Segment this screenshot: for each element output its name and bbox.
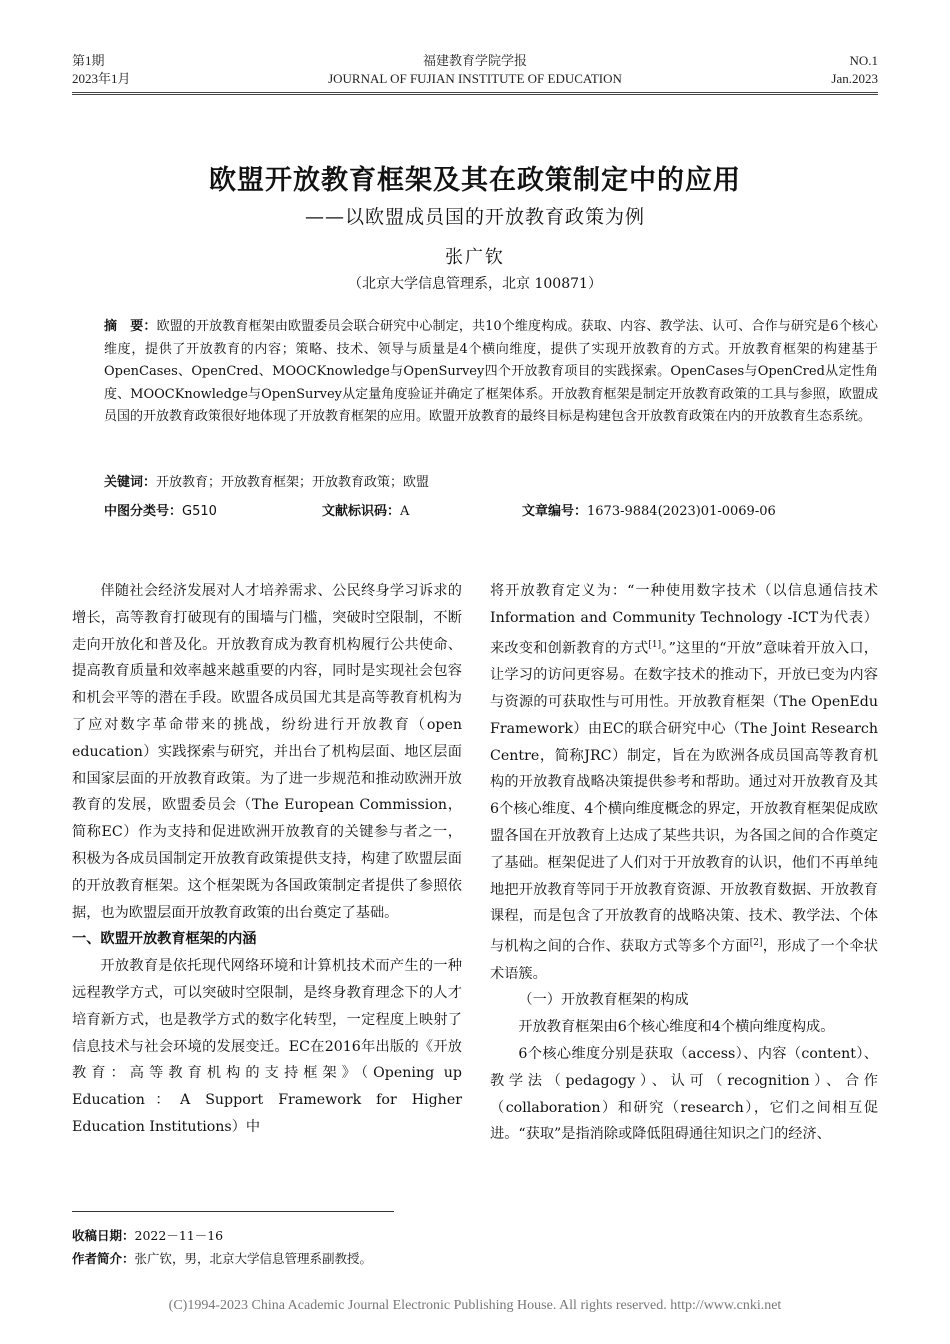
journal-name-en: JOURNAL OF FUJIAN INSTITUTE OF EDUCATION [328,71,622,86]
article-id [522,500,776,519]
subsection-heading-1: （一）开放教育框架的构成 [518,992,689,1009]
article-id-label: 文章编号： [522,504,588,519]
author-name: 张广钦 [445,247,505,268]
author-bio-label: 作者简介： [72,1251,135,1266]
document-code-value: A [400,504,410,519]
intro-paragraph: 伴随社会经济发展对人才培养需求、公民终身学习诉求的增长，高等教育打破现有的围墙与门槛，突破时空限制，不断走向开放化和普及化。开放教育成为教育机构履行公共使命、提高教育质量和效率越来越重要的内容，同时是实现社会包容和机会平等的潜在手段。欧盟各成员国尤其是高等教育机构为了应对数字革命带来的挑战，纷纷进行开放教育（open education）实践探索与研究，并出台了机构层面、地区层面和国家层面的开放教育政策。为了进一步规范和推动欧洲开放教育的发展，欧盟委员会（The European Commission，简称EC）作为支持和促进欧洲开放教育的关键参与者之一，积极为各成员国制定开放教育政策提供支持，构建了欧盟层面的开放教育框架。这个框架既为各国政策制定者提供了参照依据，也为欧盟层面开放教育政策的出台奠定了基础。 [72,583,462,921]
abstract-text: 欧盟的开放教育框架由欧盟委员会联合研究中心制定，共10个维度构成。获取、内容、教学法、认可、合作与研究是6个核心维度，提供了开放教育的内容；策略、技术、领导与质量是4个横向维度，提供了实现开放教育的方式。开放教育框架的构建基于OpenCases、OpenCred、MOOCKnowledge与OpenSurvey四个开放教育项目的实践探索。OpenCases与OpenCred从定性角度、MOOCKnowledge与OpenSurvey从定量角度验证并确定了框架体系。开放教育框架是制定开放教育政策的工具与参照，欧盟成员国的开放教育政策很好地体现了开放教育框架的应用。欧盟开放教育的最终目标是构建包含开放教育政策在内的开放教育生态系统。 [104,319,878,424]
framework-composition-paragraph: 开放教育框架由6个核心维度和4个横向维度构成。 [518,1019,835,1036]
definition-text-b: 。”这里的“开放”意味着开放入口，让学习的访问更容易。在数字技术的推动下，开放已变为内容与资源的可获取性与可用性。开放教育框架（The OpenEdu Framework）由EC的联合研究中心（The Joint Research Centre，简称JRC）制定，旨在为欧洲各成员国高等教育机构的开放教育战略决策提供参考和帮助。通过对开放教育及其6个核心维度、4个横向维度概念的界定，开放教育框架促成欧盟各国在开放教育上达成了某些共识，为各国之间的合作奠定了基础。框架促进了人们对于开放教育的认识，他们不再单纯地把开放教育等同于开放教育资源、开放教育数据、开放教育课程，而是包含了开放教育的战略决策、技术、教学法、个体与机构之间的合作、获取方式等多个方面 [490,640,878,955]
received-value: 2022－11－16 [134,1228,224,1243]
keywords [104,471,429,490]
body-left-column [72,578,462,1141]
article-id-value: 1673-9884(2023)01-0069-06 [587,504,776,519]
issue-date-en: Jan.2023 [831,71,878,86]
author-bio [72,1249,372,1267]
clc-number [104,500,217,519]
header-rule [72,92,878,93]
received-label: 收稿日期： [72,1228,135,1243]
keywords-label: 关键词： [104,475,157,490]
clc-label: 中图分类号： [104,504,183,519]
definition-paragraph [490,578,878,987]
abstract-label: 摘 要： [104,319,157,334]
copyright-notice: (C)1994-2023 China Academic Journal Electronic Publishing House. All rights reserved. http://www.cnki.net [168,1298,782,1313]
header-rule-secondary [72,94,878,95]
definition-text-a: 将开放教育定义为：“一种使用数字技术（以信息通信技术Information and Community Technology -ICT为代表）来改变和创新教育的方式 [490,583,878,657]
section-heading-1: 一、欧盟开放教育框架的内涵 [72,931,257,948]
issue-number-cn: 第1期 [72,53,105,68]
article-subtitle: ——以欧盟成员国的开放教育政策为例 [304,206,645,228]
received-date [72,1226,223,1244]
section-1-paragraph: 开放教育是依托现代网络环境和计算机技术而产生的一种远程教学方式，可以突破时空限制，是终身教育理念下的人才培育新方式，也是教学方式的数字化转型，一定程度上映射了信息技术与社会环境的发展变迁。EC在2016年出版的《开放教育：高等教育机构的支持框架》（Opening up Education：A Support Framework for Higher Education Institutions）中 [72,958,462,1135]
author-affiliation: （北京大学信息管理系，北京 100871） [348,276,602,292]
citation-1: [1] [648,639,662,650]
definition-text-c: ，形成了一个伞状术语簇。 [490,938,878,982]
issue-date-cn: 2023年1月 [72,71,131,86]
author-bio-value: 张广钦，男，北京大学信息管理系副教授。 [134,1251,373,1266]
journal-name-cn: 福建教育学院学报 [422,53,527,68]
abstract [104,316,878,429]
citation-2: [2] [749,938,763,949]
body-right-column [490,578,878,1148]
document-code [322,500,409,519]
core-dimensions-paragraph: 6个核心维度分别是获取（access）、内容（content）、教学法（pedagogy）、认可（recognition）、合作（collaboration）和研究（research），它们之间相互促进。“获取”是指消除或降低阻碍通往知识之门的经济、 [490,1046,878,1143]
issue-number-en: NO.1 [849,53,878,68]
document-code-label: 文献标识码： [322,504,401,519]
keywords-text: 开放教育；开放教育框架；开放教育政策；欧盟 [156,475,430,490]
clc-value: G510 [182,504,217,519]
article-title: 欧盟开放教育框架及其在政策制定中的应用 [209,165,741,196]
footnote-rule [72,1211,394,1212]
